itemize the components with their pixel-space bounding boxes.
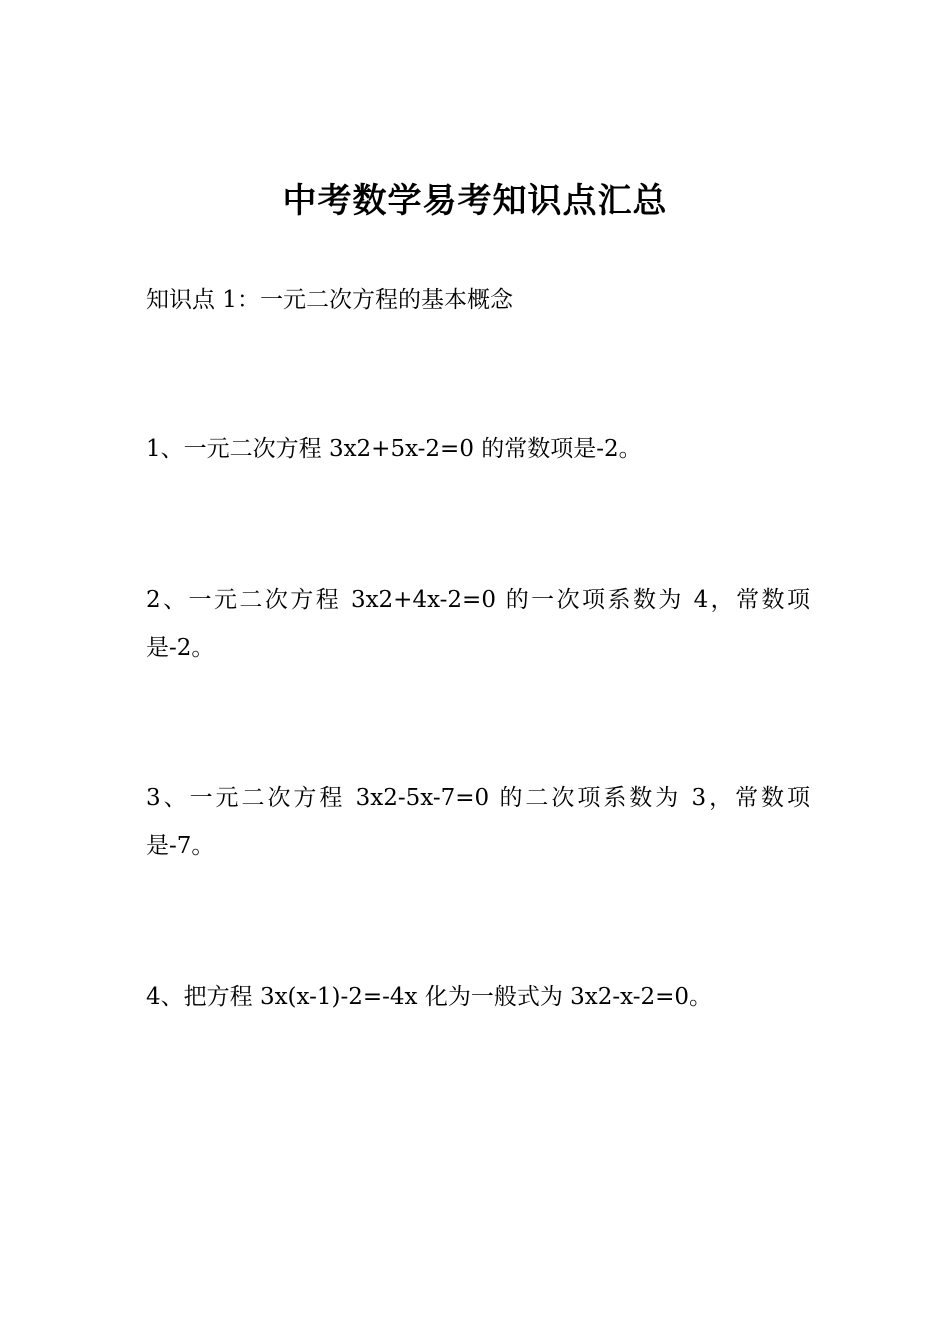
knowledge-item-4: 4、把方程 3x(x-1)-2=-4x 化为一般式为 3x2-x-2=0。	[146, 984, 713, 1010]
section-heading: 知识点 1：一元二次方程的基本概念	[146, 287, 513, 313]
page-title: 中考数学易考知识点汇总	[282, 181, 668, 221]
knowledge-item-2: 2、一元二次方程 3x2+4x-2=0 的一次项系数为 4，常数项是-2。	[146, 587, 810, 661]
knowledge-item-1: 1、一元二次方程 3x2+5x-2=0 的常数项是-2。	[146, 436, 642, 462]
knowledge-item-3: 3、一元二次方程 3x2-5x-7=0 的二次项系数为 3，常数项是-7。	[146, 785, 810, 859]
